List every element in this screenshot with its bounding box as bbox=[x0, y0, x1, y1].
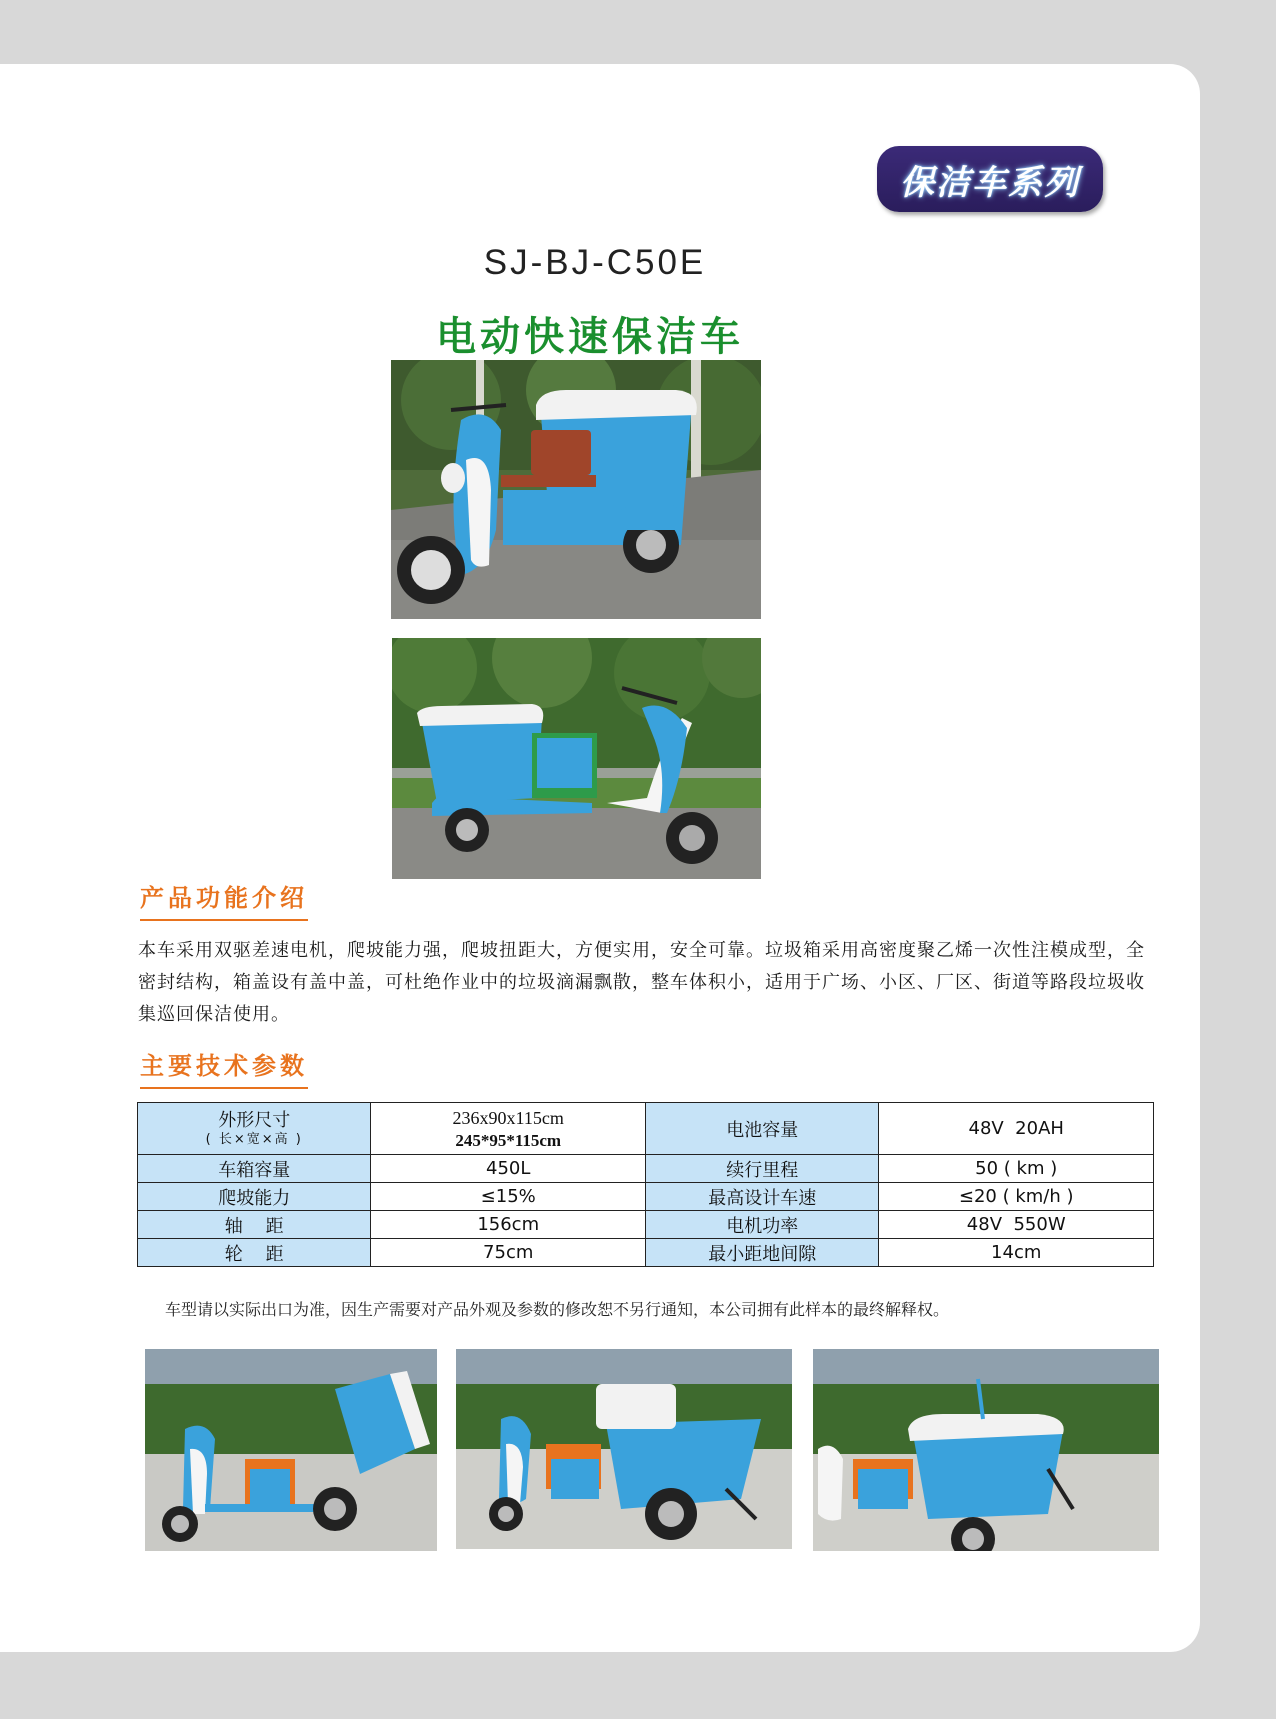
section-title-specs: 主要技术参数 bbox=[140, 1046, 308, 1089]
table-cell: 车箱容量 bbox=[138, 1155, 371, 1183]
table-row bbox=[138, 1211, 1154, 1239]
table-cell: 50 ( km ) bbox=[879, 1155, 1154, 1183]
size-label: 外形尺寸 bbox=[218, 1109, 291, 1131]
table-cell: 轴 距 bbox=[138, 1211, 371, 1239]
series-badge-text: 保洁车系列 bbox=[900, 162, 1080, 203]
size-value-1: 236x90x115cm bbox=[452, 1107, 564, 1128]
photo-front-view bbox=[391, 360, 761, 619]
table-cell: 最小距地间隙 bbox=[645, 1239, 878, 1267]
table-cell: 156cm bbox=[371, 1211, 646, 1239]
table-cell: ≤20 ( km/h ) bbox=[879, 1183, 1154, 1211]
table-cell bbox=[879, 1103, 1154, 1155]
table-cell bbox=[138, 1103, 371, 1155]
photo-side-view bbox=[392, 638, 761, 879]
table-cell: 电机功率 bbox=[645, 1211, 878, 1239]
table-cell: 48V 550W bbox=[879, 1211, 1154, 1239]
series-badge bbox=[877, 146, 1103, 212]
table-row bbox=[138, 1183, 1154, 1211]
table-cell: ≤15% bbox=[371, 1183, 646, 1211]
spec-table bbox=[137, 1102, 1154, 1267]
model-number: SJ-BJ-C50E bbox=[483, 243, 707, 282]
function-description: 本车采用双驱差速电机，爬坡能力强，爬坡扭距大，方便实用，安全可靠。垃圾箱采用高密度聚乙烯一次性注模成型，全密封结构，箱盖设有盖中盖，可杜绝作业中的垃圾滴漏飘散，整车体积小，适用于广场、小区、厂区、街道等路段垃圾收集巡回保洁使用。 bbox=[138, 940, 1145, 1025]
table-cell: 续行里程 bbox=[645, 1155, 878, 1183]
table-cell: 450L bbox=[371, 1155, 646, 1183]
table-row bbox=[138, 1155, 1154, 1183]
footnote: 车型请以实际出口为准，因生产需要对产品外观及参数的修改恕不另行通知，本公司拥有此样本的最终解释权。 bbox=[165, 1300, 950, 1319]
product-name: 电动快速保洁车 bbox=[436, 314, 744, 360]
battery-value: 48V 20AH bbox=[968, 1118, 1064, 1139]
table-row bbox=[138, 1103, 1154, 1155]
photo-lid-open bbox=[456, 1349, 792, 1549]
table-cell: 14cm bbox=[879, 1239, 1154, 1267]
size-value-2: 245*95*115cm bbox=[455, 1130, 562, 1150]
photo-rear-view bbox=[813, 1349, 1159, 1551]
photo-dumping bbox=[145, 1349, 437, 1551]
table-cell: 轮 距 bbox=[138, 1239, 371, 1267]
table-cell: 爬坡能力 bbox=[138, 1183, 371, 1211]
table-row bbox=[138, 1239, 1154, 1267]
battery-label: 电池容量 bbox=[726, 1119, 799, 1141]
table-cell bbox=[371, 1103, 646, 1155]
table-cell bbox=[645, 1103, 878, 1155]
table-cell: 75cm bbox=[371, 1239, 646, 1267]
size-sublabel: ( 长×宽×高 ) bbox=[205, 1131, 303, 1147]
section-title-function: 产品功能介绍 bbox=[140, 878, 308, 921]
table-cell: 最高设计车速 bbox=[645, 1183, 878, 1211]
